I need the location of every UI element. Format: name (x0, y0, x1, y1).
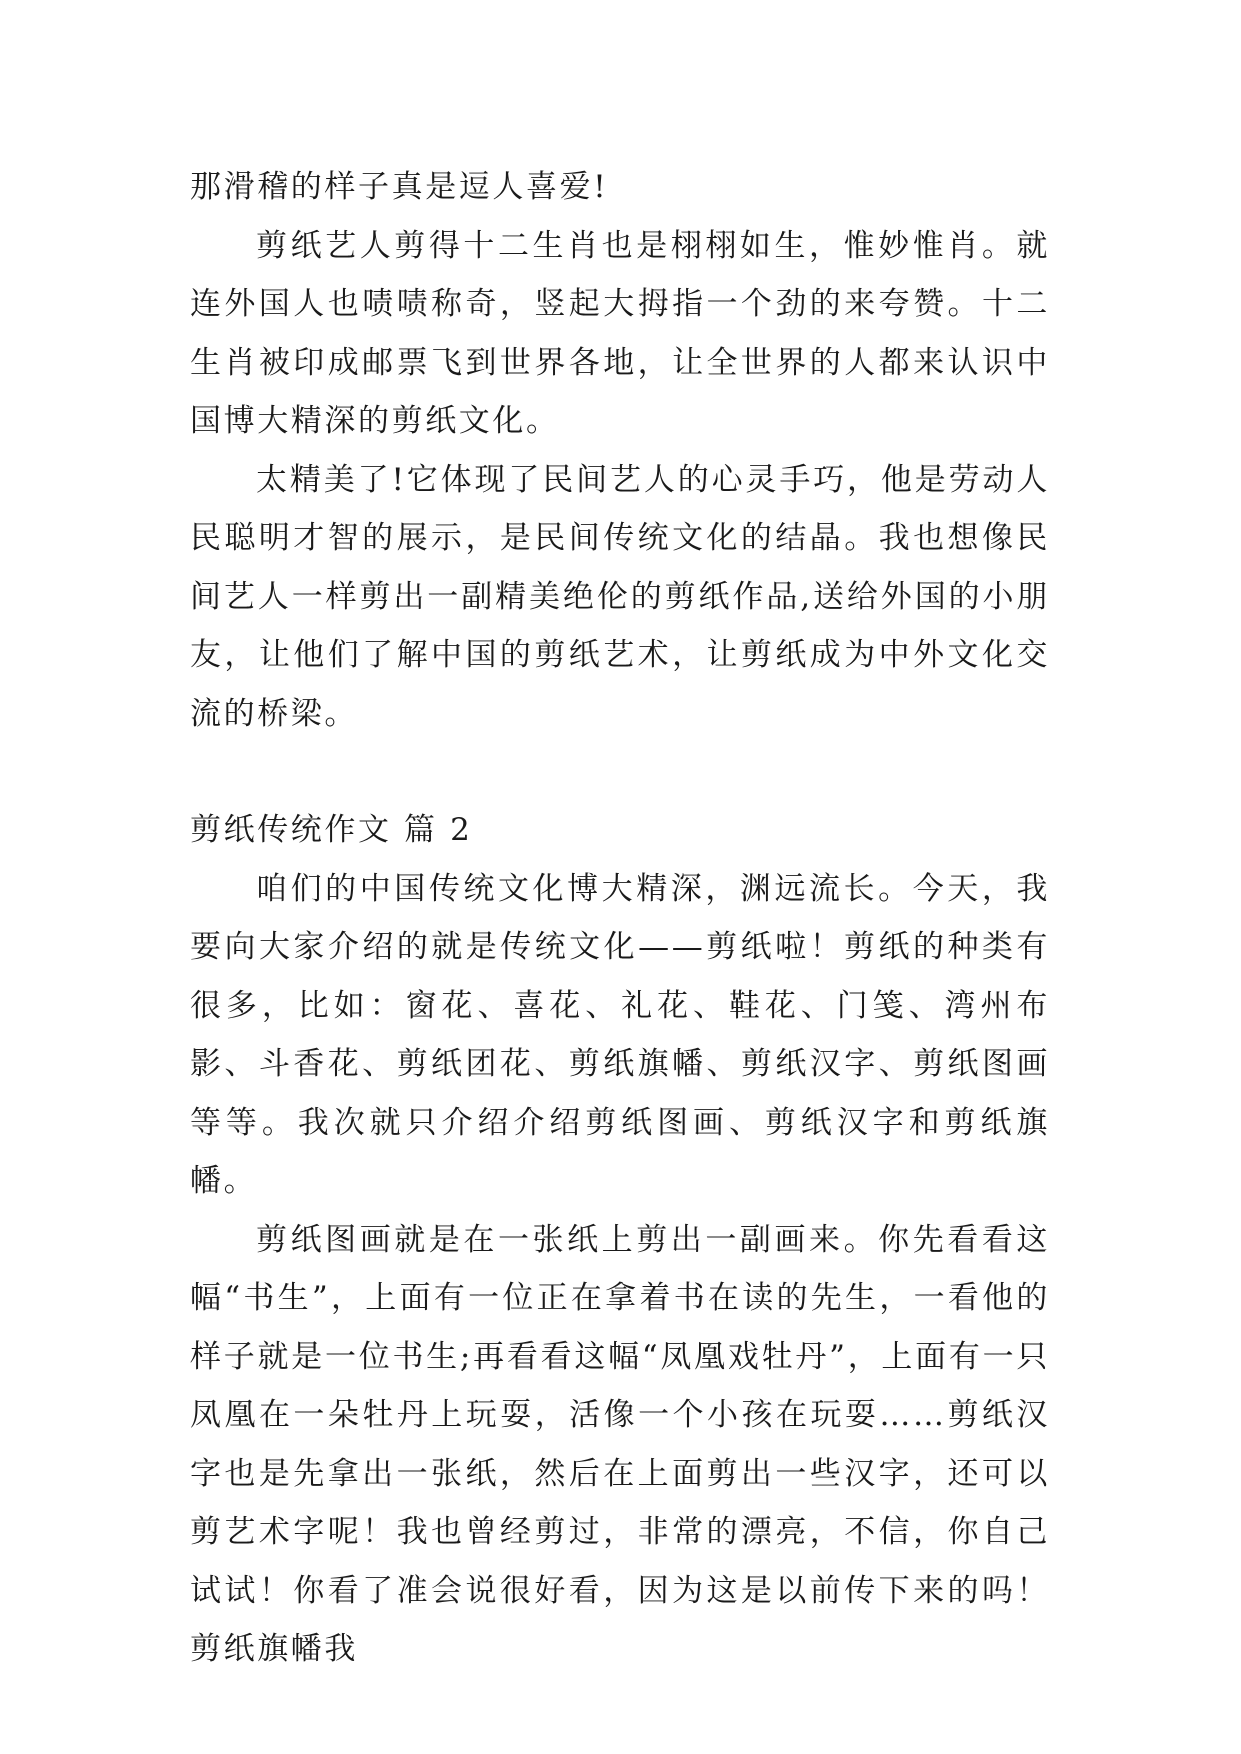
document-body (190, 158, 1050, 1679)
paragraph-praise: 太精美了!它体现了民间艺人的心灵手巧，他是劳动人民聪明才智的展示，是民间传统文化的结晶。我也想像民间艺人一样剪出一副精美绝伦的剪纸作品,送给外国的小朋友，让他们了解中国的剪纸艺术，让剪纸成为中外文化交流的桥梁。 (190, 461, 1050, 732)
paragraph-zodiac: 剪纸艺人剪得十二生肖也是栩栩如生，惟妙惟肖。就连外国人也啧啧称奇，竖起大拇指一个劲的来夸赞。十二生肖被印成邮票飞到世界各地，让全世界的人都来认识中国博大精深的剪纸文化。 (190, 227, 1050, 439)
section-heading: 剪纸传统作文 篇 2 (190, 812, 473, 848)
paragraph-intro: 咱们的中国传统文化博大精深，渊远流长。今天，我要向大家介绍的就是传统文化——剪纸啦！剪纸的种类有很多，比如：窗花、喜花、礼花、鞋花、门笺、湾州布影、斗香花、剪纸团花、剪纸旗幡、剪纸汉字、剪纸图画等等。我次就只介绍介绍剪纸图画、剪纸汉字和剪纸旗幡。 (190, 870, 1050, 1199)
paragraph-continuation: 那滑稽的样子真是逗人喜爱! (190, 169, 609, 205)
paragraph-paper-pictures: 剪纸图画就是在一张纸上剪出一副画来。你先看看这幅“书生”，上面有一位正在拿着书在读的先生，一看他的样子就是一位书生;再看看这幅“凤凰戏牡丹”，上面有一只凤凰在一朵牡丹上玩耍，活像一个小孩在玩耍……剪纸汉字也是先拿出一张纸，然后在上面剪出一些汉字，还可以剪艺术字呢！我也曾经剪过，非常的漂亮，不信，你自己试试！你看了准会说很好看，因为这是以前传下来的吗！剪纸旗幡我 (190, 1221, 1050, 1667)
